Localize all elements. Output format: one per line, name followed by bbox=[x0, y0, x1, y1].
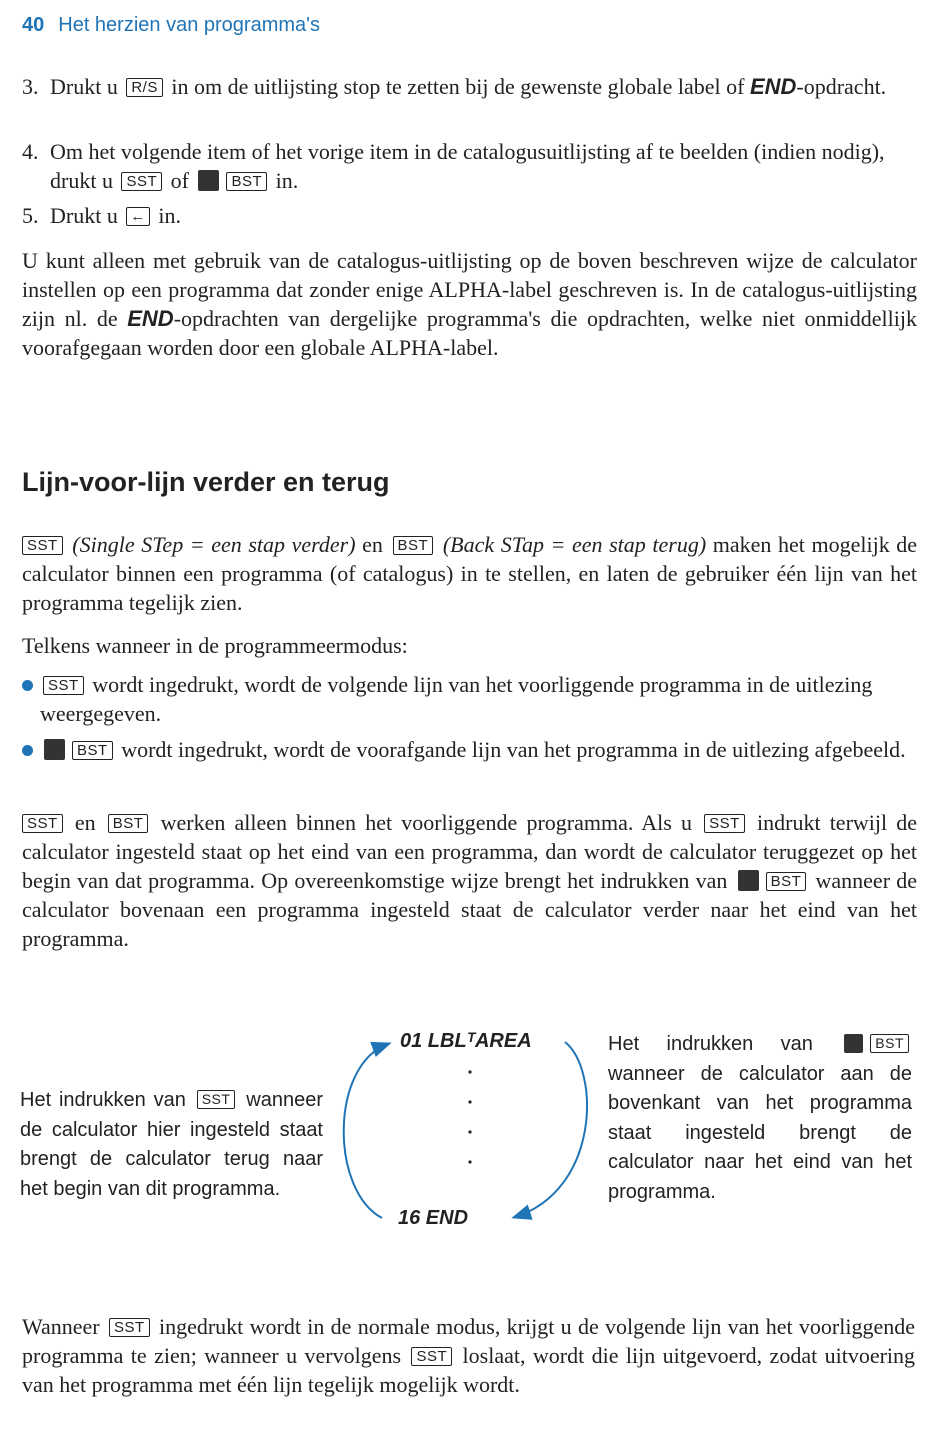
sst-key: SST bbox=[22, 536, 63, 555]
bst-key: BST bbox=[226, 172, 267, 191]
step-text bbox=[50, 72, 917, 101]
program-last-line: 16 END bbox=[398, 1207, 469, 1229]
step-4 bbox=[22, 137, 917, 197]
paragraph-text: maken het mogelijk de calculator binnen een programma (of catalogus) in te stellen, en laten de gebruiker één lijn van het programma tegelijk zien. bbox=[22, 532, 918, 615]
ellipsis-dot bbox=[468, 1160, 471, 1163]
sst-key: SST bbox=[121, 172, 162, 191]
ellipsis-dot bbox=[468, 1130, 471, 1133]
programming-mode-intro: Telkens wanneer in de programmeermodus: bbox=[22, 633, 408, 658]
paragraph-text: wanneer de calculator bovenaan een programma ingesteld staat de calculator verder naar het eind van het programma. bbox=[22, 868, 917, 951]
step-text-part: in om de uitlijsting stop te zetten bij de gewenste globale label of bbox=[171, 74, 745, 99]
right-caption bbox=[608, 1030, 912, 1207]
chapter-title: Het herzien van programma's bbox=[58, 14, 320, 36]
sst-key: SST bbox=[43, 676, 84, 695]
paragraph-text: (Single STep = een stap verder) bbox=[72, 532, 356, 557]
step-text-part: of bbox=[170, 168, 189, 193]
caption-text: Het indrukken van bbox=[20, 1089, 186, 1111]
paragraph-text: ingedrukt wordt in de normale modus, krijgt u de volgende lijn van het voorliggende programma te zien; wanneer u vervolgens bbox=[22, 1314, 916, 1368]
program-first-line: 01 LBLᵀAREA bbox=[400, 1030, 532, 1052]
bullet-icon bbox=[22, 745, 33, 756]
paragraph-text: Wanneer bbox=[22, 1314, 100, 1339]
step-text bbox=[50, 201, 917, 230]
paragraph-text: (Back STap = een stap terug) bbox=[442, 532, 707, 557]
bst-key: BST bbox=[108, 814, 149, 833]
step-text-part: Om het volgende item of het vorige item in de catalogusuitlijsting af te beelden (indien nodig), drukt u bbox=[50, 139, 885, 193]
bullet-text-part: wordt ingedrukt, wordt de volgende lijn van het voorliggende programma in de uitlezing weergegeven. bbox=[40, 672, 873, 726]
page-header bbox=[22, 14, 320, 37]
step-number: 5. bbox=[22, 203, 39, 228]
step-text-part: -opdracht. bbox=[796, 74, 887, 99]
sst-key: SST bbox=[197, 1090, 236, 1109]
bullet-text bbox=[40, 735, 917, 764]
paragraph-text: indrukt terwijl de calculator ingesteld staat op het eind van een programma, dan wordt de calculator teruggezet op het begin van dat programma. Op overeenkomstige wijze brengt het indrukken van bbox=[22, 810, 918, 893]
bullet-icon bbox=[22, 680, 33, 691]
bst-key: BST bbox=[72, 741, 113, 760]
bst-key: BST bbox=[766, 872, 807, 891]
ellipsis-dot bbox=[468, 1100, 471, 1103]
sst-key: SST bbox=[704, 814, 745, 833]
bullet-sst bbox=[22, 670, 917, 730]
step-text bbox=[50, 137, 917, 195]
sst-key: SST bbox=[109, 1318, 150, 1337]
page-number: 40 bbox=[22, 14, 45, 36]
back-arrow-key: ← bbox=[126, 207, 150, 226]
shift-key bbox=[198, 170, 219, 191]
section-heading: Lijn-voor-lijn verder en terug bbox=[22, 467, 390, 497]
step-text-part: in. bbox=[158, 203, 181, 228]
bullet-text-part: wordt ingedrukt, wordt de voorafgande lijn van het programma in de uitlezing afgebeeld. bbox=[121, 737, 906, 762]
caption-text: Het indrukken van bbox=[608, 1033, 813, 1055]
left-arc-arrow bbox=[344, 1044, 388, 1218]
sst-key: SST bbox=[22, 814, 63, 833]
rs-key: R/S bbox=[126, 78, 163, 97]
bst-key: BST bbox=[393, 536, 434, 555]
end-keyword: END bbox=[749, 74, 797, 99]
wraparound-paragraph bbox=[22, 808, 917, 953]
step-5 bbox=[22, 201, 917, 231]
end-keyword: END bbox=[127, 306, 174, 331]
catalog-paragraph bbox=[22, 246, 917, 362]
right-arc-arrow bbox=[515, 1042, 587, 1217]
sst-key: SST bbox=[411, 1347, 452, 1366]
step-text-part: Drukt u bbox=[50, 203, 118, 228]
bst-key: BST bbox=[870, 1034, 909, 1053]
paragraph-text: -opdrachten van dergelijke programma's die opdrachten, welke niet onmiddellijk voorafgegaan worden door een globale ALPHA-label. bbox=[22, 306, 918, 360]
bullet-text bbox=[40, 670, 917, 728]
paragraph-text: loslaat, wordt die lijn uitgevoerd, zodat uitvoering van het programma met één lijn tegelijk mogelijk wordt. bbox=[22, 1343, 916, 1397]
caption-text: wanneer de calculator aan de bovenkant van het programma staat ingesteld brengt de calculator naar het eind van het programma. bbox=[608, 1062, 912, 1203]
ellipsis-dot bbox=[468, 1070, 471, 1073]
step-text-part: in. bbox=[275, 168, 299, 193]
program-diagram bbox=[0, 1020, 950, 1240]
normal-mode-paragraph bbox=[22, 1312, 915, 1399]
bullet-bst bbox=[22, 735, 917, 795]
step-number: 4. bbox=[22, 139, 39, 164]
shift-key bbox=[738, 870, 759, 891]
paragraph-text: U kunt alleen met gebruik van de catalogus-uitlijsting op de boven beschreven wijze de calculator instellen op een programma dat zonder enige ALPHA-label geschreven is. In de catalogus-uitlijsting zijn nl. de bbox=[22, 248, 917, 331]
paragraph-text: werken alleen binnen het voorliggende programma. Als u bbox=[160, 810, 692, 835]
shift-key bbox=[844, 1034, 863, 1053]
paragraph-text: en bbox=[74, 810, 96, 835]
shift-key bbox=[44, 739, 65, 760]
paragraph-text: en bbox=[362, 532, 383, 557]
sst-bst-intro bbox=[22, 530, 917, 617]
step-text-part: Drukt u bbox=[50, 74, 118, 99]
caption-text: wanneer de calculator hier ingesteld staat brengt de calculator terug naar het begin van dit programma. bbox=[20, 1089, 324, 1200]
step-number: 3. bbox=[22, 74, 39, 99]
step-3 bbox=[22, 72, 917, 132]
left-caption bbox=[20, 1086, 323, 1204]
